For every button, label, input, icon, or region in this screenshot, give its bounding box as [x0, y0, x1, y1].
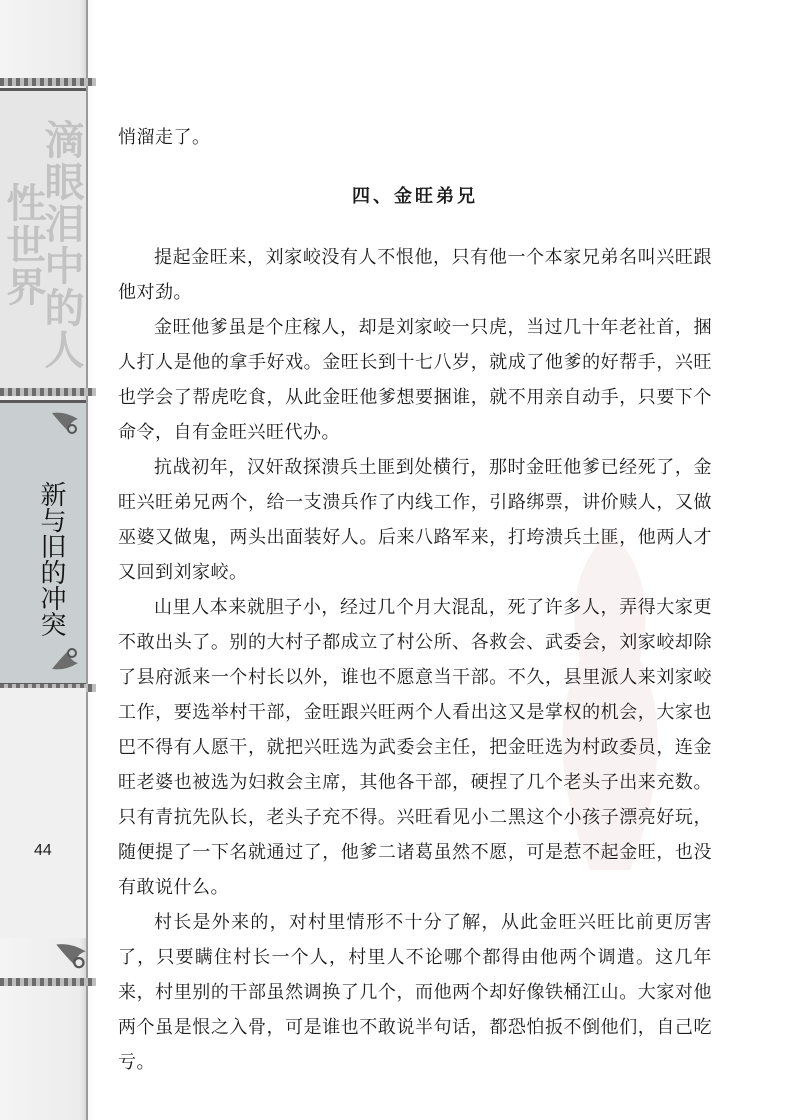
left-decorative-sidebar [0, 0, 96, 1120]
scroll-ornament-icon [50, 643, 80, 673]
ornamental-band [0, 388, 96, 396]
scroll-ornament-icon [54, 940, 88, 974]
page-number: 44 [34, 842, 52, 859]
chapter-heading: 四、金旺弟兄 [352, 186, 478, 207]
section-title-panel [0, 400, 86, 686]
carryover-text: 悄溜走了。 [118, 127, 211, 148]
ornamental-band [0, 78, 96, 86]
paragraph: 提起金旺来，刘家峧没有人不恨他，只有他一个本家兄弟名叫兴旺跟他对劲。 [118, 247, 712, 303]
lower-sidebar-panel [0, 688, 86, 938]
series-title-panel [0, 88, 86, 394]
series-title: 滴眼泪中的人性世界 [0, 119, 85, 371]
ornamental-band [0, 978, 96, 986]
page-content [118, 120, 712, 1080]
paragraph: 村长是外来的，对村里情形不十分了解，从此金旺兴旺比前更厉害了，只要瞒住村长一个人，村里人不论哪个都得由他两个调遣。这几年来，村里别的干部虽然调换了几个，而他两个却好像铁桶江山。大家对他两个虽是恨之入骨，可是谁也不敢说半句话，都恐怕扳不倒他们，自己吃亏。 [118, 912, 712, 1073]
paragraph: 山里人本来就胆子小，经过几个月大混乱，死了许多人，弄得大家更不敢出头了。别的大村子都成立了村公所、各救会、武委会，刘家峧却除了县府派来一个村长以外，谁也不愿意当干部。不久，县里派人来刘家峧工作，要选举村干部，金旺跟兴旺两个人看出这又是掌权的机会，大家也巴不得有人愿干，就把兴旺选为武委会主任，把金旺选为村政委员，连金旺老婆也被选为妇救会主席，其他各干部，硬捏了几个老头子出来充数。只有青抗先队长，老头子充不得。兴旺看见小二黑这个小孩子漂亮好玩，随便提了一下名就通过了，他爹二诸葛虽然不愿，可是惹不起金旺，也没有敢说什么。 [118, 597, 712, 898]
section-title: 新与旧的冲突 [36, 481, 66, 637]
paragraph: 金旺他爹虽是个庄稼人，却是刘家峧一只虎，当过几十年老社首，捆人打人是他的拿手好戏。金旺长到十七八岁，就成了他爹的好帮手，兴旺也学会了帮虎吃食，从此金旺他爹想要捆谁，就不用亲自动手，只要下个命令，自有金旺兴旺代办。 [118, 317, 712, 443]
scroll-ornament-icon [50, 409, 80, 439]
paragraph: 抗战初年，汉奸敌探溃兵土匪到处横行，那时金旺他爹已经死了，金旺兴旺弟兄两个，给一支溃兵作了内线工作，引路绑票，讲价赎人，又做巫婆又做鬼，两头出面装好人。后来八路军来，打垮溃兵土匪，他两人才又回到刘家峧。 [118, 457, 712, 583]
